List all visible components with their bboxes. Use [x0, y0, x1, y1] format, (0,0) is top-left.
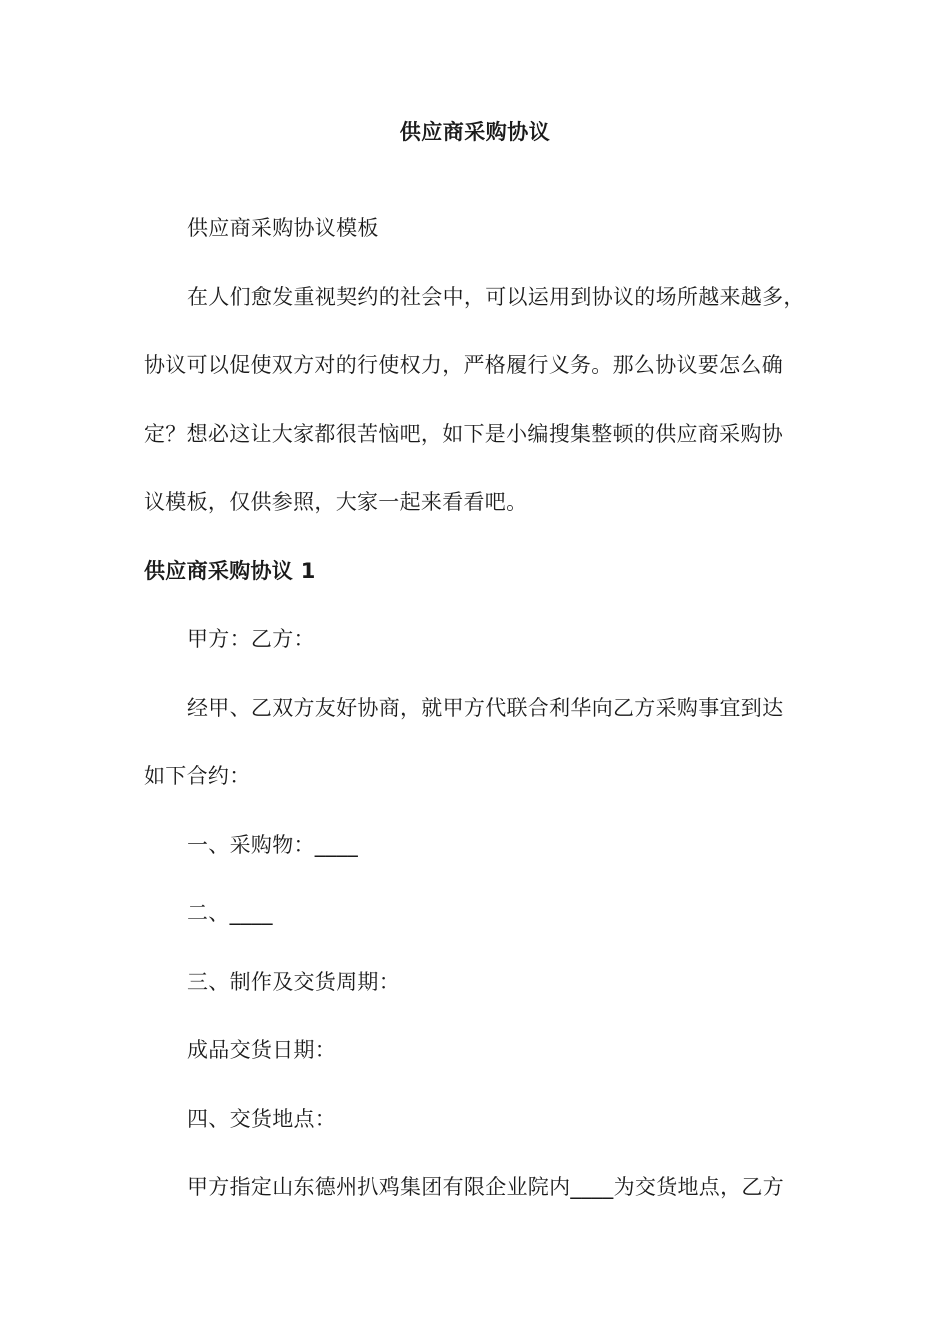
clause-line: 二、____ — [187, 901, 273, 925]
paragraph-line: 如下合约： — [144, 764, 251, 788]
paragraph-line: 议模板，仅供参照，大家一起来看看吧。 — [144, 490, 528, 514]
clause-line: 成品交货日期： — [187, 1038, 337, 1062]
clause-line: 三、制作及交货周期： — [187, 970, 400, 994]
paragraph-line: 甲方：乙方： — [187, 627, 315, 651]
section-heading: 供应商采购协议 1 — [144, 559, 316, 583]
paragraph-line: 甲方指定山东德州扒鸡集团有限企业院内____为交货地点，乙方 — [187, 1175, 784, 1199]
paragraph-line: 经甲、乙双方友好协商，就甲方代联合利华向乙方采购事宜到达 — [187, 696, 784, 720]
paragraph-line: 协议可以促使双方对的行使权力，严格履行义务。那么协议要怎么确 — [144, 353, 783, 377]
paragraph-line: 定？想必这让大家都很苦恼吧，如下是小编搜集整顿的供应商采购协 — [144, 422, 783, 446]
clause-line: 四、交货地点： — [187, 1107, 337, 1131]
clause-line: 一、采购物：____ — [187, 833, 358, 857]
subtitle-line: 供应商采购协议模板 — [187, 216, 379, 240]
paragraph-line: 在人们愈发重视契约的社会中，可以运用到协议的场所越来越多， — [187, 285, 805, 309]
document-title: 供应商采购协议 — [399, 120, 551, 144]
